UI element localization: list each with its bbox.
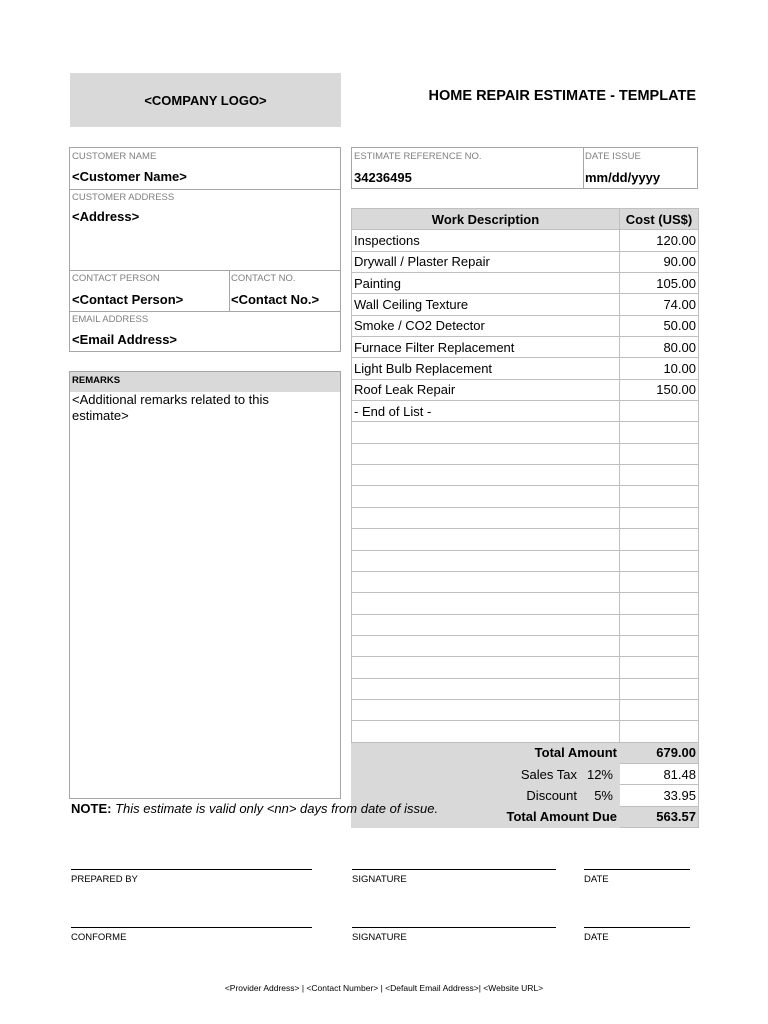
cost-cell[interactable] [620, 465, 699, 486]
remarks-label: REMARKS [70, 372, 340, 392]
totals-rate[interactable]: 5% [594, 787, 613, 803]
customer-name-row [70, 148, 340, 190]
work-description-cell[interactable]: Roof Leak Repair [352, 379, 620, 400]
totals-label-cell [352, 763, 620, 784]
work-description-cell[interactable]: Inspections [352, 230, 620, 251]
work-table-row [352, 678, 699, 699]
work-table-row [352, 486, 699, 507]
validity-note [71, 801, 438, 816]
signature-label-1: SIGNATURE [352, 874, 407, 885]
remarks-field[interactable]: <Additional remarks related to this estimate> [72, 392, 269, 423]
work-description-cell[interactable] [352, 422, 620, 443]
work-description-cell[interactable] [352, 678, 620, 699]
work-description-cell[interactable]: - End of List - [352, 401, 620, 422]
work-description-cell[interactable]: Painting [352, 273, 620, 294]
work-description-cell[interactable] [352, 550, 620, 571]
work-table-row [352, 230, 699, 251]
cost-cell[interactable] [620, 571, 699, 592]
work-table-row [352, 507, 699, 528]
work-table-row [352, 422, 699, 443]
estimate-ref-label: ESTIMATE REFERENCE NO. [354, 151, 482, 162]
cost-cell[interactable] [620, 678, 699, 699]
work-table-row [352, 273, 699, 294]
contact-person-cell [70, 270, 230, 311]
work-description-cell[interactable] [352, 699, 620, 720]
totals-value: 81.48 [620, 763, 699, 784]
cost-cell[interactable] [620, 699, 699, 720]
work-description-cell[interactable] [352, 465, 620, 486]
customer-name-label: CUSTOMER NAME [72, 151, 157, 162]
work-description-cell[interactable] [352, 657, 620, 678]
cost-cell[interactable]: 50.00 [620, 315, 699, 336]
prepared-by-line[interactable] [71, 869, 312, 870]
date-issue-label: DATE ISSUE [585, 151, 641, 162]
date-line-2[interactable] [584, 927, 690, 928]
cost-cell[interactable] [620, 443, 699, 464]
totals-label: Sales Tax [520, 766, 577, 782]
work-table-row [352, 251, 699, 272]
estimate-info-block [351, 147, 698, 189]
work-table-row [352, 550, 699, 571]
cost-header: Cost (US$) [620, 209, 699, 230]
cost-cell[interactable] [620, 635, 699, 656]
work-description-cell[interactable] [352, 614, 620, 635]
work-table [351, 208, 698, 828]
work-table-row [352, 443, 699, 464]
document-title: HOME REPAIR ESTIMATE - TEMPLATE [428, 88, 696, 104]
conforme-label: CONFORME [71, 932, 127, 943]
work-table-row [352, 315, 699, 336]
work-table-row [352, 571, 699, 592]
work-description-cell[interactable] [352, 529, 620, 550]
note-label: NOTE: [71, 801, 112, 816]
work-description-header: Work Description [352, 209, 620, 230]
work-table-row [352, 337, 699, 358]
cost-cell[interactable] [620, 614, 699, 635]
email-field[interactable]: <Email Address> [72, 332, 178, 347]
totals-value: 679.00 [620, 742, 699, 763]
cost-cell[interactable] [620, 422, 699, 443]
cost-cell[interactable]: 74.00 [620, 294, 699, 315]
work-table-row [352, 529, 699, 550]
totals-label: Discount [526, 787, 577, 803]
date-issue-field[interactable]: mm/dd/yyyy [585, 170, 661, 185]
email-label: EMAIL ADDRESS [72, 314, 149, 325]
cost-cell[interactable] [620, 507, 699, 528]
cost-cell[interactable]: 80.00 [620, 337, 699, 358]
note-text: This estimate is valid only <nn> days from date of issue. [111, 801, 439, 816]
customer-address-label: CUSTOMER ADDRESS [72, 192, 175, 203]
footer-contact-info: <Provider Address> | <Contact Number> | <Default Email Address>| <Website URL> [224, 983, 544, 993]
contact-row [70, 270, 340, 312]
cost-cell[interactable]: 120.00 [620, 230, 699, 251]
cost-cell[interactable] [620, 721, 699, 742]
work-description-cell[interactable]: Wall Ceiling Texture [352, 294, 620, 315]
email-row [70, 311, 340, 352]
work-description-cell[interactable] [352, 635, 620, 656]
estimate-ref-field[interactable]: 34236495 [354, 170, 412, 185]
work-description-cell[interactable]: Furnace Filter Replacement [352, 337, 620, 358]
cost-cell[interactable]: 90.00 [620, 251, 699, 272]
company-logo-text: <COMPANY LOGO> [144, 92, 267, 108]
work-description-cell[interactable] [352, 721, 620, 742]
totals-value: 563.57 [620, 806, 699, 827]
customer-name-field[interactable]: <Customer Name> [72, 169, 187, 184]
work-description-cell[interactable]: Drywall / Plaster Repair [352, 251, 620, 272]
totals-label: Total Amount [534, 745, 617, 761]
customer-address-field[interactable]: <Address> [72, 209, 140, 224]
estimate-divider [583, 148, 584, 188]
work-description-cell[interactable]: Smoke / CO2 Detector [352, 315, 620, 336]
work-table-row [352, 657, 699, 678]
totals-label: Total Amount Due [506, 809, 617, 825]
work-description-cell[interactable] [352, 571, 620, 592]
work-description-cell[interactable] [352, 593, 620, 614]
date-label-2: DATE [584, 932, 609, 943]
work-description-cell[interactable] [352, 507, 620, 528]
totals-row [352, 742, 699, 763]
contact-person-label: CONTACT PERSON [72, 273, 160, 284]
signature-label-2: SIGNATURE [352, 932, 407, 943]
signature-line-1[interactable] [352, 869, 556, 870]
work-description-cell[interactable] [352, 443, 620, 464]
cost-cell[interactable] [620, 550, 699, 571]
work-table-row [352, 294, 699, 315]
totals-rate[interactable]: 12% [586, 766, 613, 782]
totals-row [352, 763, 699, 784]
work-table-row [352, 699, 699, 720]
conforme-line[interactable] [71, 927, 312, 928]
totals-label-cell [352, 742, 620, 763]
date-line-1[interactable] [584, 869, 690, 870]
work-table-row [352, 614, 699, 635]
cost-cell[interactable] [620, 657, 699, 678]
cost-cell[interactable] [620, 401, 699, 422]
cost-cell[interactable] [620, 486, 699, 507]
cost-cell[interactable] [620, 529, 699, 550]
contact-no-cell [229, 270, 340, 311]
customer-info-block [69, 147, 341, 352]
work-table-header [352, 209, 699, 230]
cost-cell[interactable]: 150.00 [620, 379, 699, 400]
work-description-cell[interactable] [352, 486, 620, 507]
work-description-cell[interactable]: Light Bulb Replacement [352, 358, 620, 379]
remarks-block [69, 371, 341, 799]
cost-cell[interactable] [620, 593, 699, 614]
prepared-by-label: PREPARED BY [71, 874, 138, 885]
work-table-row [352, 379, 699, 400]
contact-person-field[interactable]: <Contact Person> [72, 292, 184, 307]
work-table-row [352, 401, 699, 422]
work-table-row [352, 465, 699, 486]
cost-cell[interactable]: 105.00 [620, 273, 699, 294]
work-table-row [352, 721, 699, 742]
totals-value: 33.95 [620, 785, 699, 806]
contact-no-label: CONTACT NO. [231, 273, 296, 284]
signature-line-2[interactable] [352, 927, 556, 928]
work-table-row [352, 593, 699, 614]
customer-address-row [70, 189, 340, 271]
company-logo-placeholder [70, 73, 341, 127]
work-table-row [352, 358, 699, 379]
contact-no-field[interactable]: <Contact No.> [231, 292, 320, 307]
date-label-1: DATE [584, 874, 609, 885]
cost-cell[interactable]: 10.00 [620, 358, 699, 379]
work-table-row [352, 635, 699, 656]
